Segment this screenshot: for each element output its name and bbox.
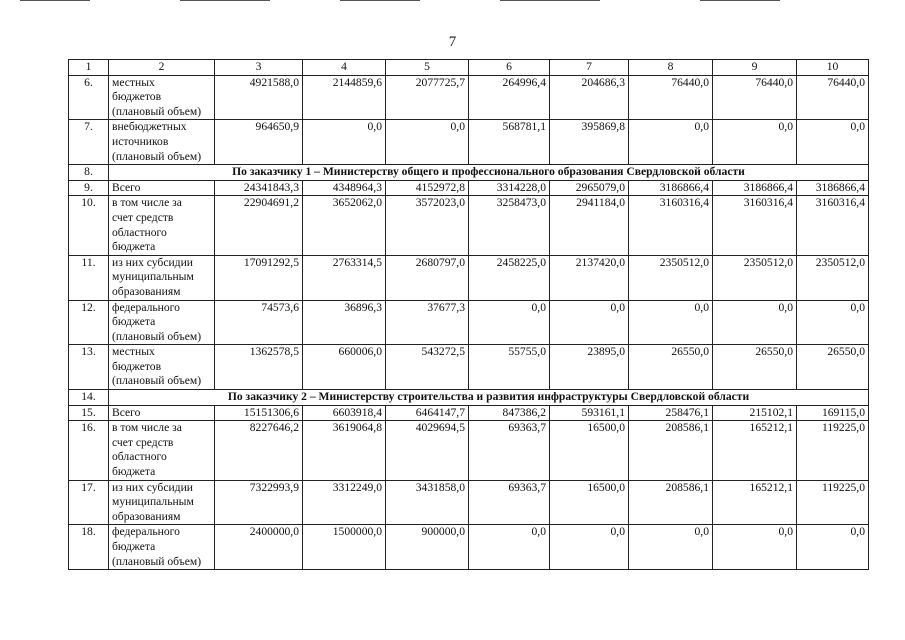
- row-number: 14.: [69, 390, 109, 406]
- value-cell-col-3: 24341843,3: [215, 180, 303, 196]
- value-cell-col-3: 7322993,9: [215, 480, 303, 525]
- row-number: 9.: [69, 180, 109, 196]
- value-cell-col-4: 6603918,4: [303, 405, 386, 421]
- indicator-name: [109, 180, 215, 196]
- indicator-name: [109, 196, 215, 255]
- indicator-name: [109, 525, 215, 570]
- value-cell-col-7: 395869,8: [550, 120, 629, 165]
- section-title: По заказчику 2 – Министерству строительства и развития инфраструктуры Свердловской области: [109, 390, 869, 406]
- indicator-name-line: муниципальным: [112, 495, 194, 509]
- top-rule-3: [340, 0, 420, 1]
- indicator-name: [109, 300, 215, 345]
- value-cell-col-9: 76440,0: [713, 75, 797, 120]
- value-cell-col-10: 169115,0: [797, 405, 869, 421]
- value-cell-col-3: 15151306,6: [215, 405, 303, 421]
- table-body: [69, 60, 869, 570]
- indicator-name-line: бюджетов: [112, 90, 162, 104]
- value-cell-col-6: 0,0: [469, 300, 550, 345]
- table-row: [69, 196, 869, 255]
- value-cell-col-6: 3258473,0: [469, 196, 550, 255]
- value-cell-col-10: 3160316,4: [797, 196, 869, 255]
- indicator-name-line: внебюджетных: [112, 120, 187, 134]
- indicator-name-line: (плановый объем): [112, 374, 202, 388]
- value-cell-col-8: 76440,0: [629, 75, 713, 120]
- value-cell-col-9: 215102,1: [713, 405, 797, 421]
- table-row: [69, 300, 869, 345]
- indicator-name-line: образованиям: [112, 284, 181, 298]
- value-cell-col-10: 26550,0: [797, 345, 869, 390]
- value-cell-col-5: 2680797,0: [386, 255, 469, 300]
- value-cell-col-5: 543272,5: [386, 345, 469, 390]
- value-cell-col-8: 208586,1: [629, 480, 713, 525]
- value-cell-col-9: 2350512,0: [713, 255, 797, 300]
- indicator-name: [109, 255, 215, 300]
- value-cell-col-4: 3619064,8: [303, 421, 386, 480]
- indicator-name-line: (плановый объем): [112, 104, 202, 118]
- value-cell-col-10: 3186866,4: [797, 180, 869, 196]
- value-cell-col-3: 1362578,5: [215, 345, 303, 390]
- value-cell-col-6: 0,0: [469, 525, 550, 570]
- indicator-name-line: бюджета: [112, 465, 156, 479]
- column-header-3: 3: [215, 60, 303, 76]
- row-number: 6.: [69, 75, 109, 120]
- value-cell-col-3: 964650,9: [215, 120, 303, 165]
- column-header-1: 1: [69, 60, 109, 76]
- row-number: 15.: [69, 405, 109, 421]
- value-cell-col-3: 22904691,2: [215, 196, 303, 255]
- value-cell-col-4: 2763314,5: [303, 255, 386, 300]
- column-header-4: 4: [303, 60, 386, 76]
- value-cell-col-5: 37677,3: [386, 300, 469, 345]
- value-cell-col-10: 119225,0: [797, 480, 869, 525]
- value-cell-col-7: 593161,1: [550, 405, 629, 421]
- indicator-name: [109, 421, 215, 480]
- budget-table: [68, 59, 869, 570]
- table-row: [69, 405, 869, 421]
- value-cell-col-4: 3312249,0: [303, 480, 386, 525]
- value-cell-col-4: 660006,0: [303, 345, 386, 390]
- row-number: 12.: [69, 300, 109, 345]
- value-cell-col-5: 2077725,7: [386, 75, 469, 120]
- indicator-name: [109, 75, 215, 120]
- table-row: [69, 525, 869, 570]
- value-cell-col-6: 568781,1: [469, 120, 550, 165]
- indicator-name-line: счет средств: [112, 210, 174, 224]
- value-cell-col-6: 847386,2: [469, 405, 550, 421]
- value-cell-col-9: 0,0: [713, 525, 797, 570]
- indicator-name-line: из них субсидии: [112, 480, 193, 494]
- column-header-9: 9: [713, 60, 797, 76]
- value-cell-col-6: 264996,4: [469, 75, 550, 120]
- value-cell-col-6: 55755,0: [469, 345, 550, 390]
- value-cell-col-9: 0,0: [713, 120, 797, 165]
- value-cell-col-10: 76440,0: [797, 75, 869, 120]
- value-cell-col-8: 0,0: [629, 300, 713, 345]
- table-row: [69, 421, 869, 480]
- column-header-5: 5: [386, 60, 469, 76]
- value-cell-col-10: 2350512,0: [797, 255, 869, 300]
- indicator-name-line: муниципальным: [112, 270, 194, 284]
- value-cell-col-7: 16500,0: [550, 480, 629, 525]
- row-number: 17.: [69, 480, 109, 525]
- value-cell-col-9: 165212,1: [713, 421, 797, 480]
- table-header-row: [69, 60, 869, 76]
- column-header-6: 6: [469, 60, 550, 76]
- value-cell-col-8: 2350512,0: [629, 255, 713, 300]
- value-cell-col-8: 3186866,4: [629, 180, 713, 196]
- indicator-name-line: (плановый объем): [112, 554, 202, 568]
- indicator-name-line: Всего: [112, 180, 141, 194]
- value-cell-col-5: 4029694,5: [386, 421, 469, 480]
- indicator-name: [109, 345, 215, 390]
- column-header-2: 2: [109, 60, 215, 76]
- table-row: [69, 180, 869, 196]
- indicator-name: [109, 405, 215, 421]
- indicator-name-line: счет средств: [112, 435, 174, 449]
- indicator-name-line: федерального: [112, 300, 180, 314]
- table-row: [69, 75, 869, 120]
- row-number: 13.: [69, 345, 109, 390]
- value-cell-col-7: 0,0: [550, 300, 629, 345]
- value-cell-col-5: 3572023,0: [386, 196, 469, 255]
- top-rule-4: [500, 0, 600, 1]
- value-cell-col-9: 165212,1: [713, 480, 797, 525]
- section-row: [69, 390, 869, 406]
- table-row: [69, 255, 869, 300]
- row-number: 16.: [69, 421, 109, 480]
- value-cell-col-8: 0,0: [629, 120, 713, 165]
- value-cell-col-7: 16500,0: [550, 421, 629, 480]
- table-row: [69, 480, 869, 525]
- value-cell-col-3: 4921588,0: [215, 75, 303, 120]
- value-cell-col-4: 4348964,3: [303, 180, 386, 196]
- indicator-name-line: местных: [112, 75, 155, 89]
- indicator-name-line: бюджетов: [112, 359, 162, 373]
- row-number: 10.: [69, 196, 109, 255]
- value-cell-col-9: 26550,0: [713, 345, 797, 390]
- value-cell-col-9: 0,0: [713, 300, 797, 345]
- indicator-name-line: федерального: [112, 525, 180, 539]
- indicator-name-line: местных: [112, 345, 155, 359]
- top-rule-5: [700, 0, 780, 1]
- indicator-name: [109, 480, 215, 525]
- section-row: [69, 165, 869, 181]
- top-rule-2: [180, 0, 270, 1]
- column-header-8: 8: [629, 60, 713, 76]
- top-rule-1: [20, 0, 90, 1]
- value-cell-col-10: 0,0: [797, 300, 869, 345]
- table-row: [69, 120, 869, 165]
- indicator-name-line: в том числе за: [112, 196, 182, 210]
- value-cell-col-8: 3160316,4: [629, 196, 713, 255]
- indicator-name-line: областного: [112, 225, 167, 239]
- page-number: 7: [448, 34, 457, 50]
- value-cell-col-3: 2400000,0: [215, 525, 303, 570]
- value-cell-col-5: 3431858,0: [386, 480, 469, 525]
- value-cell-col-4: 0,0: [303, 120, 386, 165]
- value-cell-col-6: 69363,7: [469, 421, 550, 480]
- indicator-name-line: из них субсидии: [112, 255, 193, 269]
- indicator-name-line: (плановый объем): [112, 329, 202, 343]
- value-cell-col-4: 3652062,0: [303, 196, 386, 255]
- value-cell-col-5: 0,0: [386, 120, 469, 165]
- value-cell-col-7: 204686,3: [550, 75, 629, 120]
- column-header-7: 7: [550, 60, 629, 76]
- row-number: 8.: [69, 165, 109, 181]
- value-cell-col-7: 2965079,0: [550, 180, 629, 196]
- value-cell-col-5: 900000,0: [386, 525, 469, 570]
- indicator-name-line: бюджета: [112, 240, 156, 254]
- value-cell-col-7: 0,0: [550, 525, 629, 570]
- column-header-10: 10: [797, 60, 869, 76]
- indicator-name-line: в том числе за: [112, 421, 182, 435]
- indicator-name-line: (плановый объем): [112, 149, 202, 163]
- value-cell-col-7: 2941184,0: [550, 196, 629, 255]
- indicator-name-line: Всего: [112, 405, 141, 419]
- indicator-name-line: бюджета: [112, 540, 156, 553]
- row-number: 11.: [69, 255, 109, 300]
- value-cell-col-9: 3160316,4: [713, 196, 797, 255]
- indicator-name-line: бюджета: [112, 315, 156, 329]
- value-cell-col-10: 119225,0: [797, 421, 869, 480]
- indicator-name-line: источников: [112, 134, 169, 148]
- value-cell-col-8: 0,0: [629, 525, 713, 570]
- section-title: По заказчику 1 – Министерству общего и профессионального образования Свердловской области: [109, 165, 869, 181]
- value-cell-col-10: 0,0: [797, 120, 869, 165]
- row-number: 18.: [69, 525, 109, 570]
- value-cell-col-9: 3186866,4: [713, 180, 797, 196]
- value-cell-col-4: 1500000,0: [303, 525, 386, 570]
- value-cell-col-6: 69363,7: [469, 480, 550, 525]
- indicator-name-line: образованиям: [112, 509, 181, 523]
- value-cell-col-7: 2137420,0: [550, 255, 629, 300]
- row-number: 7.: [69, 120, 109, 165]
- value-cell-col-3: 8227646,2: [215, 421, 303, 480]
- value-cell-col-5: 6464147,7: [386, 405, 469, 421]
- value-cell-col-10: 0,0: [797, 525, 869, 570]
- value-cell-col-5: 4152972,8: [386, 180, 469, 196]
- value-cell-col-8: 26550,0: [629, 345, 713, 390]
- value-cell-col-4: 2144859,6: [303, 75, 386, 120]
- value-cell-col-3: 74573,6: [215, 300, 303, 345]
- value-cell-col-3: 17091292,5: [215, 255, 303, 300]
- value-cell-col-8: 208586,1: [629, 421, 713, 480]
- value-cell-col-7: 23895,0: [550, 345, 629, 390]
- indicator-name: [109, 120, 215, 165]
- indicator-name-line: областного: [112, 450, 167, 464]
- value-cell-col-8: 258476,1: [629, 405, 713, 421]
- table-row: [69, 345, 869, 390]
- value-cell-col-6: 2458225,0: [469, 255, 550, 300]
- value-cell-col-6: 3314228,0: [469, 180, 550, 196]
- value-cell-col-4: 36896,3: [303, 300, 386, 345]
